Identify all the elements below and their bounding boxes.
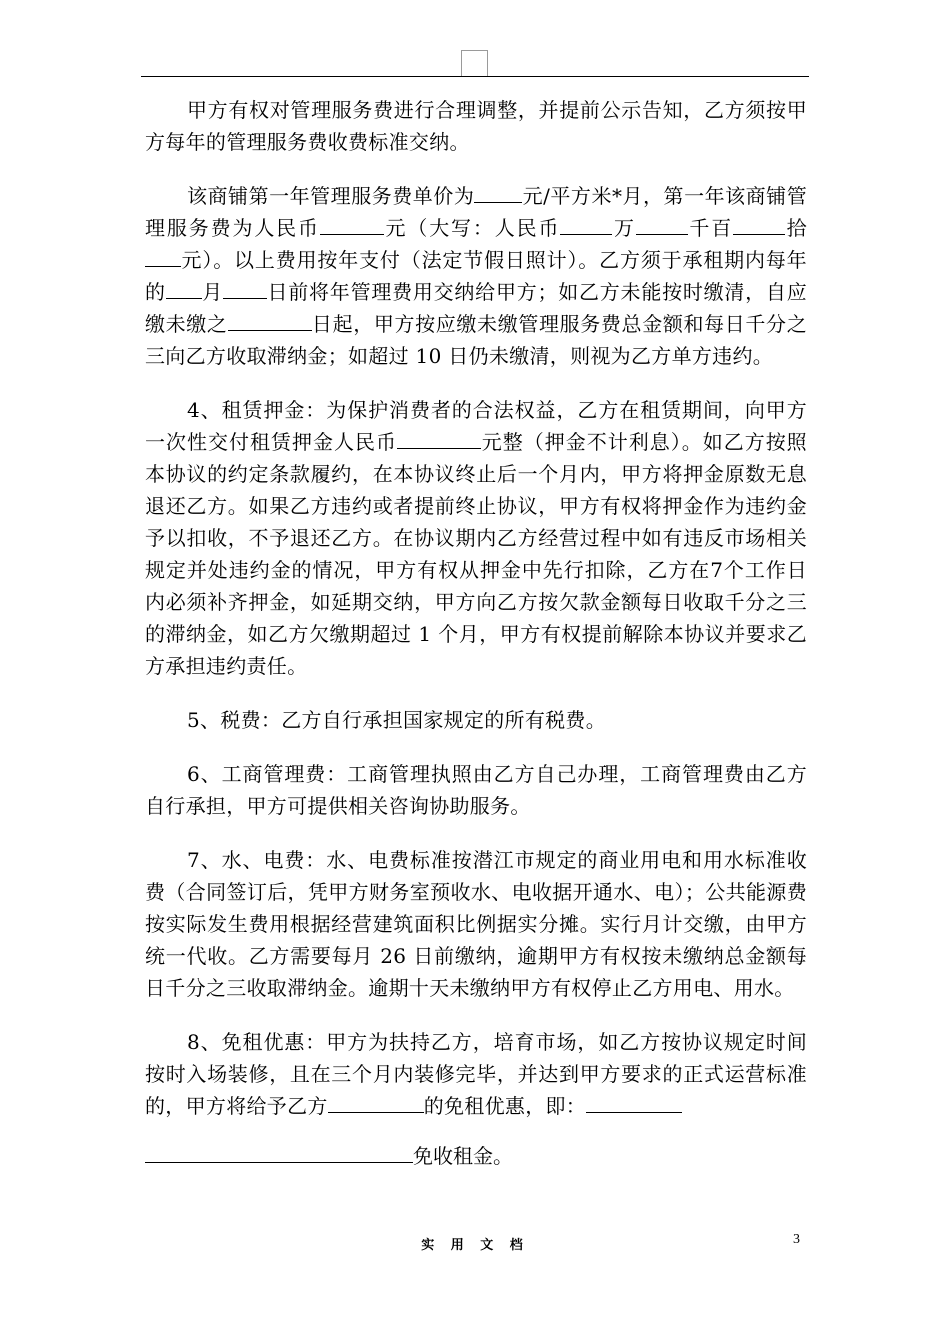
paragraph-utilities: 7、水、电费：水、电费标准按潜江市规定的商业用电和用水标准收费（合同签订后，凭甲方财务室预收水、电收据开通水、电）；公共能源费按实际发生费用根据经营建筑面积比例据实分摊。实行月计交缴，由甲方统一代收。乙方需要每月 26 日前缴纳，逾期甲方有权按未缴纳总金额每日千分之三收取滞纳金。逾期十天未缴纳甲方有权停止乙方用电、用水。 — [145, 848, 807, 1000]
blank-hundred[interactable] — [733, 212, 785, 235]
blank-rent-free-dates[interactable] — [586, 1090, 682, 1113]
blank-unit-price[interactable] — [474, 180, 522, 203]
document-body — [145, 94, 807, 1144]
paragraph-fee-adjustment: 甲方有权对管理服务费进行合理调整，并提前公示告知，乙方须按甲方每年的管理服务费收费标准交纳。 — [145, 98, 807, 154]
blank-thousand[interactable] — [636, 212, 688, 235]
blank-rent-free-detail[interactable] — [145, 1140, 413, 1163]
page-number: 3 — [793, 1232, 800, 1247]
blank-rent-free-period[interactable] — [328, 1090, 424, 1113]
blank-deposit-amount[interactable] — [397, 426, 481, 449]
closing-line: 免收租金。 — [145, 1140, 513, 1172]
blank-fee-amount[interactable] — [320, 212, 384, 235]
blank-month[interactable] — [166, 276, 202, 299]
paragraph-deposit: 4、租赁押金：为保护消费者的合法权益，乙方在租赁期间，向甲方一次性交付租赁押金人民币 元整（押金不计利息）。如乙方按照本协议的约定条款履约，在本协议终止后一个月内，甲方将押金原数无息退还乙方。如果乙方违约或者提前终止协议，甲方有权将押金作为违约金予以扣收，不予退还乙方。在协议期内乙方经营过程中如有违反市场相关规定并处违约金的情况，甲方有权从押金中先行扣除，乙方在7个工作日内必须补齐押金，如延期交纳，甲方向乙方按欠款金额每日收取千分之三的滞纳金，如乙方欠缴期超过 1 个月，甲方有权提前解除本协议并要求乙方承担违约责任。 — [145, 398, 807, 678]
header-rule — [141, 76, 809, 77]
blank-ten[interactable] — [145, 244, 181, 267]
blank-day[interactable] — [223, 276, 267, 299]
footer-label: 实 用 文 档 — [421, 1238, 529, 1253]
blank-overdue-date[interactable] — [228, 308, 312, 331]
paragraph-management-fee: 该商铺第一年管理服务费单价为 元/平方米*月，第一年该商铺管理服务费为人民币 元（大写：人民币 万 千百 拾元）。以上费用按年支付（法定节假日照计）。乙方须于承租期内每年的 月 日前将年管理费用交纳给甲方；如乙方未能按时缴清，自应缴未缴之 日起，甲方按应缴未缴管理服务费总金额和每日千分之三向乙方收取滞纳金；如超过 10 日仍未缴清，则视为乙方单方违约。 — [145, 180, 807, 372]
paragraph-rent-free: 8、免租优惠：甲方为扶持乙方，培育市场，如乙方按协议规定时间按时入场装修，且在三个月内装修完毕，并达到甲方要求的正式运营标准的，甲方将给予乙方 的免租优惠，即： — [145, 1030, 807, 1118]
blank-ten-thousand[interactable] — [560, 212, 612, 235]
paragraph-tax: 5、税费：乙方自行承担国家规定的所有税费。 — [187, 708, 607, 732]
paragraph-business-fee: 6、工商管理费：工商管理执照由乙方自己办理，工商管理费由乙方自行承担，甲方可提供相关咨询协助服务。 — [145, 762, 807, 818]
header-box — [461, 50, 488, 76]
